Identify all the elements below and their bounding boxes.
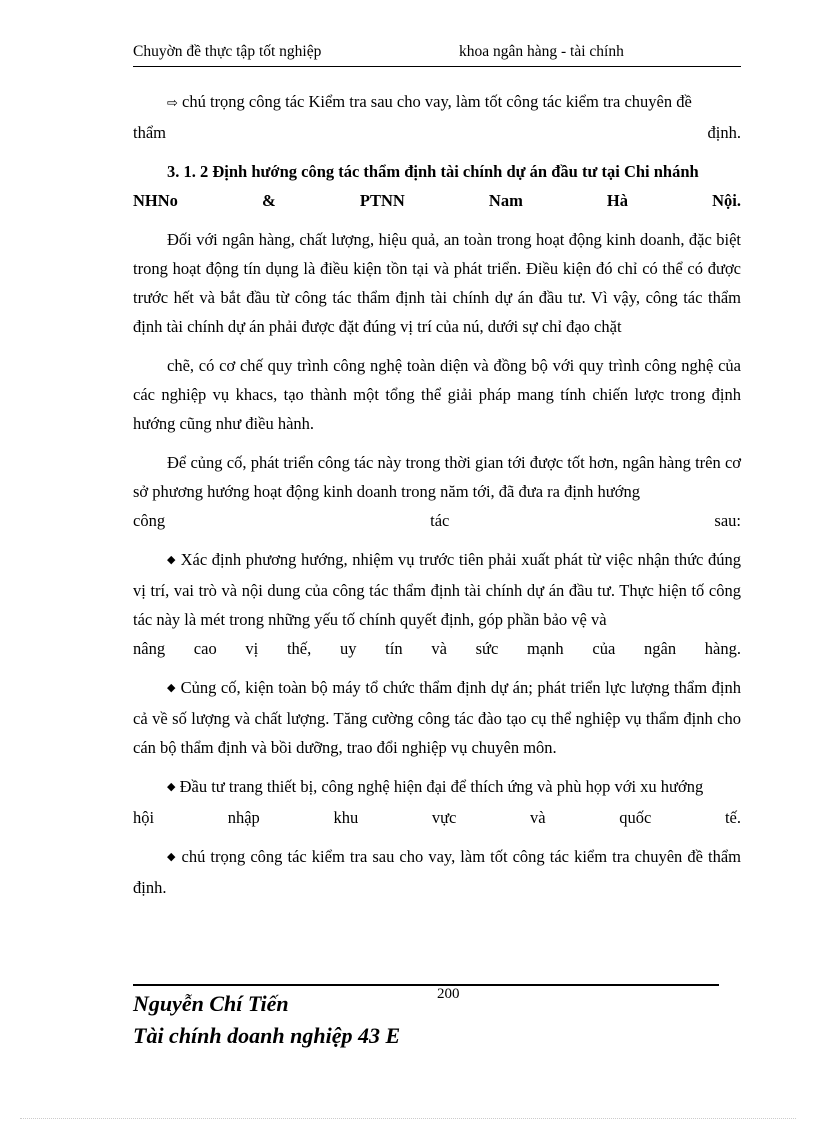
section-heading-end: NHNo & PTNN Nam Hà Nội. [133,191,741,210]
page-number: 200 [437,986,460,1002]
bullet-2: ◆ Củng cố, kiện toàn bộ máy tổ chức thẩm định dự án; phát triển lực lượng thẩm định cả về số lượng và chất lượng. Tăng cường công tác đào tạo cụ thể nghiệp vụ thẩm định cho cán bộ thẩm định và bồi dưỡng, trao đổi nghiệp vụ chuyên môn. [133,678,741,757]
header-faculty: khoa ngân hàng - tài chính [459,43,624,60]
bullet-3-end: hội nhập khu vực và quốc tế. [133,808,741,827]
paragraph-3: Để củng cố, phát triển công tác này trong thời gian tới được tốt hơn, ngân hàng trên cơ sở phương hướng hoạt động kinh doanh trong năm tới, đã đưa ra định hướng [133,453,741,501]
section-heading: 3. 1. 2 Định hướng công tác thẩm định tài chính dự án đầu tư tại Chi nhánh [167,162,699,181]
paragraph-3-end: công tác sau: [133,511,741,530]
bullet-1-end: nâng cao vị thế, uy tín và sức mạnh của ngân hàng. [133,639,741,658]
bullet-1: ◆ Xác định phương hướng, nhiệm vụ trước tiên phải xuất phát từ việc nhận thức đúng vị trí, vai trò và nội dung của công tác thẩm định tài chính dự án đầu tư. Thực hiện tố công tác này là mét trong những yếu tố chính quyết định, góp phần bảo vệ và [133,550,741,629]
paragraph-1-end: thẩm định. [133,123,741,142]
diamond-bullet-icon: ◆ [167,553,176,566]
footer-divider [133,984,719,986]
paragraph-2: Đối với ngân hàng, chất lượng, hiệu quả, an toàn trong hoạt động kinh doanh, đặc biệt trong hoạt động tín dụng là điều kiện tồn tại và phát triển. Điều kiện đó chỉ có thể có được trước hết và bắt đầu từ công tác thẩm định tài chính dự án đầu tư. Vì vậy, công tác thẩm định tài chính dự án phải được đặt đúng vị trí của nú, dưới sự chỉ đạo chặt [133,230,741,336]
bullet-4: ◆ chú trọng công tác kiểm tra sau cho vay, làm tốt công tác kiểm tra chuyên đề thẩm định. [133,847,742,897]
diamond-bullet-icon: ◆ [167,780,176,793]
document-body [133,87,741,902]
page-header [133,40,741,67]
footer-author [133,988,400,1052]
diamond-bullet-icon: ◆ [167,850,177,863]
page-bottom-border [20,1118,796,1119]
bullet-3: ◆ Đầu tư trang thiết bị, công nghệ hiện đại để thích ứng và phù họp với xu hướng [167,777,704,796]
header-thesis-title: Chuyờn đề thực tập tốt nghiệp [133,43,322,60]
arrow-icon: ⇨ [167,96,178,111]
author-name: Nguyễn Chí Tiến [133,991,289,1016]
paragraph-1: ⇨ chú trọng công tác Kiểm tra sau cho vay, làm tốt công tác kiểm tra chuyên đề [167,92,692,111]
paragraph-2-continued: chẽ, có cơ chế quy trình công nghệ toàn diện và đồng bộ với quy trình công nghệ của các nghiệp vụ khacs, tạo thành một tổng thể giải pháp mang tính chiến lược trong định hướng cũng như điều hành. [133,356,741,433]
author-class: Tài chính doanh nghiệp 43 E [133,1023,401,1048]
diamond-bullet-icon: ◆ [167,681,176,694]
